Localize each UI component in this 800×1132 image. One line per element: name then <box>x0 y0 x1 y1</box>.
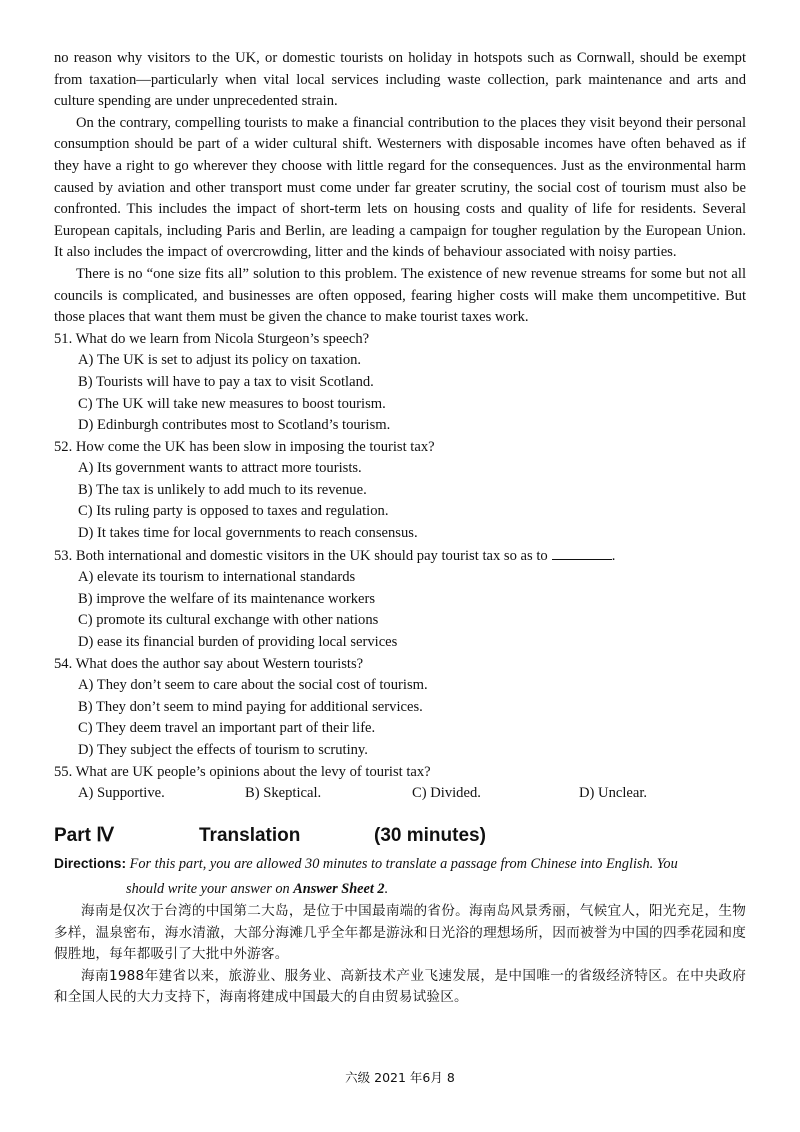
directions-label: Directions: <box>54 855 127 871</box>
translation-paragraph-2: 海南1988年建省以来，旅游业、服务业、高新技术产业飞速发展，是中国唯一的省级经济特区。在中央政府和全国人民的大力支持下，海南将建成中国最大的自由贸易试验区。 <box>54 967 746 1006</box>
option-c: C) The UK will take new measures to boost tourism. <box>78 395 386 412</box>
part-number: Part Ⅳ <box>54 824 114 846</box>
option-d: D) Unclear. <box>579 785 648 802</box>
question-stem: 55. What are UK people’s opinions about the levy of tourist tax? <box>54 763 431 780</box>
question-54 <box>54 654 746 762</box>
option-a: A) They don’t seem to care about the social cost of tourism. <box>78 677 428 694</box>
question-stem: 54. What does the author say about Western tourists? <box>54 655 364 672</box>
option-b: B) improve the welfare of its maintenance workers <box>78 590 376 607</box>
options-row <box>78 783 746 805</box>
question-55 <box>54 762 746 805</box>
directions-cont-end: . <box>384 881 389 898</box>
option-a: A) The UK is set to adjust its policy on taxation. <box>78 352 362 369</box>
question-53 <box>54 545 746 654</box>
option-b: B) The tax is unlikely to add much to its revenue. <box>78 481 367 498</box>
answer-blank <box>552 545 612 560</box>
directions <box>54 853 746 876</box>
question-51 <box>54 329 746 437</box>
option-b: B) They don’t seem to mind paying for additional services. <box>78 698 423 715</box>
directions-text: For this part, you are allowed 30 minutes to translate a passage from Chinese into English. You <box>129 855 678 872</box>
option-b: B) Skeptical. <box>245 785 322 802</box>
option-c: C) Its ruling party is opposed to taxes and regulation. <box>78 503 389 520</box>
question-stem-text: 53. Both international and domestic visitors in the UK should pay tourist tax so as to <box>54 547 548 564</box>
translation-paragraph-1: 海南是仅次于台湾的中国第二大岛，是位于中国最南端的省份。海南岛风景秀丽，气候宜人，阳光充足，生物多样，温泉密布，海水清澈，大部分海滩几乎全年都是游泳和日光浴的理想场所，因而被誉为中国的四季花园和度假胜地，每年都吸引了大批中外游客。 <box>54 902 746 963</box>
option-a: A) Supportive. <box>78 785 165 802</box>
part-time: (30 minutes) <box>374 824 486 846</box>
option-c: C) They deem travel an important part of their life. <box>78 720 376 737</box>
directions-continued <box>126 879 746 901</box>
question-stem-end: . <box>611 547 616 564</box>
question-stem: 52. How come the UK has been slow in imposing the tourist tax? <box>54 438 435 455</box>
passage-paragraph-3: There is no “one size fits all” solution to this problem. The existence of new revenue streams for some but not all councils is complicated, and businesses are often opposed, fearing higher costs will make them uncompetitive. But those places that want them must be given the chance to make tourist taxes work. <box>54 265 746 326</box>
passage-paragraph-1: no reason why visitors to the UK, or domestic tourists on holiday in hotspots such as Cornwall, should be exempt from taxation—particularly when vital local services including waste collection, park maintenance and arts and culture spending are under unprecedented strain. <box>54 50 746 110</box>
passage-paragraph-2: On the contrary, compelling tourists to make a financial contribution to the places they visit beyond their personal consumption should be part of a wider cultural shift. Westerners with disposable incomes have often behaved as if they have a right to go wherever they choose with little regard for the consequences. Just as the environmental harm caused by aviation and other transport must come under far greater scrutiny, the social cost of tourism must also be confronted. This includes the impact of short-term lets on housing costs and quality of life for residents. Several European capitals, including Paris and Berlin, are leading a campaign for tougher regulation by the European Union. It also includes the impact of overcrowding, litter and the kinds of behaviour associated with noisy parties. <box>54 114 746 261</box>
page-footer: 六级 2021 年6月 8 <box>345 1070 455 1085</box>
option-d: D) ease its financial burden of providing local services <box>78 634 398 651</box>
question-52 <box>54 437 746 545</box>
option-c: C) promote its cultural exchange with other nations <box>78 612 379 629</box>
option-a: A) elevate its tourism to international standards <box>78 569 356 586</box>
part-name: Translation <box>199 824 301 846</box>
option-a: A) Its government wants to attract more tourists. <box>78 460 362 477</box>
part-header <box>54 823 746 849</box>
answer-sheet-label: Answer Sheet 2 <box>293 881 385 898</box>
option-c: C) Divided. <box>412 785 481 802</box>
question-stem: 51. What do we learn from Nicola Sturgeon’s speech? <box>54 330 370 347</box>
option-d: D) They subject the effects of tourism to scrutiny. <box>78 742 368 758</box>
option-d: D) It takes time for local governments to reach consensus. <box>78 525 418 542</box>
option-b: B) Tourists will have to pay a tax to visit Scotland. <box>78 373 374 390</box>
question-stem <box>54 545 746 568</box>
directions-cont-text: should write your answer on <box>126 881 294 898</box>
option-d: D) Edinburgh contributes most to Scotland’s tourism. <box>78 417 391 434</box>
